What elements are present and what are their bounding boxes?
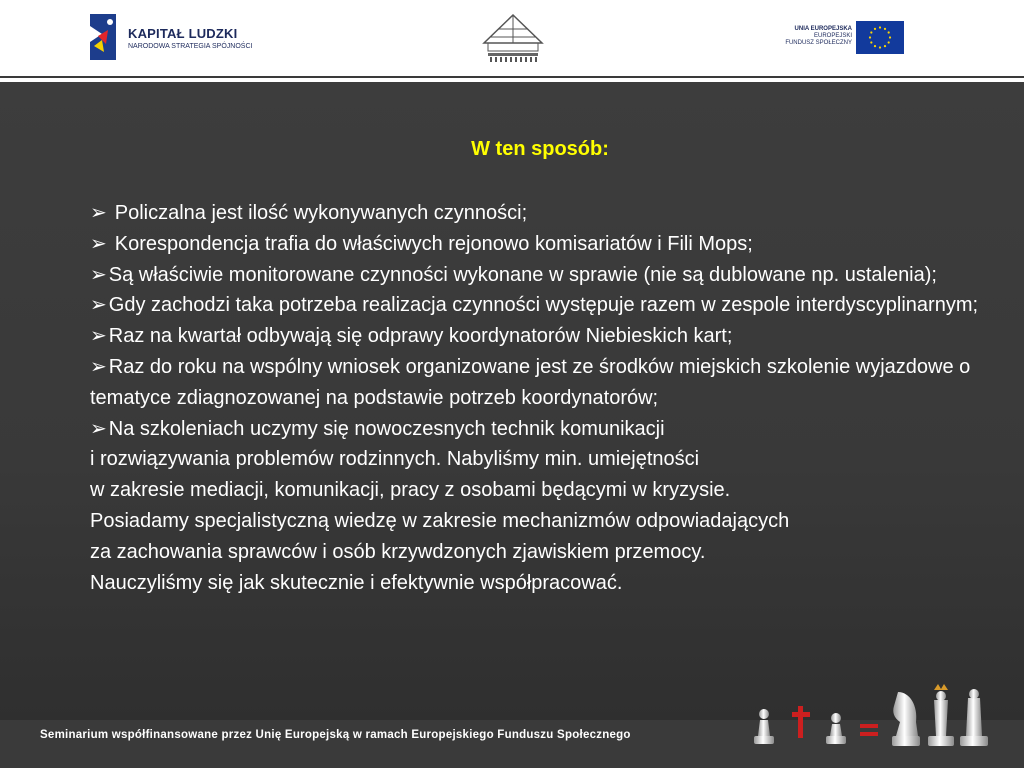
bullet-text: Gdy zachodzi taka potrzeba realizacja czynności występuje razem w zespole interdyscyplinarnym; bbox=[108, 294, 979, 317]
bullet-item bbox=[90, 229, 990, 260]
paragraph-line: Nauczyliśmy się jak skutecznie i efektywnie współpracować. bbox=[90, 571, 623, 594]
bullet-text: Raz na kwartał odbywają się odprawy koordynatorów Niebieskich kart; bbox=[108, 325, 733, 348]
bullet-item bbox=[90, 414, 990, 445]
arrow-bullet-icon: ➢ bbox=[90, 202, 107, 224]
bullet-text: Są właściwie monitorowane czynności wykonane w sprawie (nie są dublowane np. ustalenia); bbox=[108, 263, 937, 286]
bullet-item bbox=[90, 290, 990, 321]
arrow-bullet-icon: ➢ bbox=[90, 417, 107, 440]
kapital-ludzki-logo bbox=[88, 12, 258, 64]
bullet-text: Policzalna jest ilość wykonywanych czynności; bbox=[114, 202, 528, 224]
bullet-item bbox=[90, 321, 990, 352]
bullet-item bbox=[90, 352, 990, 414]
eu-star-icon bbox=[874, 45, 876, 47]
queen-icon bbox=[960, 689, 988, 746]
slide-content bbox=[90, 198, 990, 598]
bullet-text: Korespondencja trafia do właściwych rejonowo komisariatów i Fili Mops; bbox=[114, 232, 753, 255]
kapital-ludzki-subtitle: NARODOWA STRATEGIA SPÓJNOŚCI bbox=[128, 43, 253, 50]
bullet-item bbox=[90, 198, 990, 229]
arrow-bullet-icon: ➢ bbox=[90, 325, 107, 348]
eu-star-icon bbox=[870, 31, 872, 33]
eu-line-2: EUROPEJSKI bbox=[813, 33, 852, 39]
eu-line-1: UNIA EUROPEJSKA bbox=[794, 26, 852, 32]
eu-star-icon bbox=[888, 41, 890, 43]
eu-star-icon bbox=[874, 28, 876, 30]
arrow-bullet-icon: ➢ bbox=[90, 263, 107, 286]
eu-line-3: FUNDUSZ SPOŁECZNY bbox=[785, 40, 852, 46]
equals-icon bbox=[860, 724, 878, 736]
eu-star-icon bbox=[889, 36, 891, 38]
arrow-bullet-icon: ➢ bbox=[90, 232, 107, 255]
king-icon bbox=[928, 684, 954, 746]
paragraph-line: i rozwiązywania problemów rodzinnych. Nabyliśmy min. umiejętności bbox=[90, 448, 700, 471]
bullet-item bbox=[90, 260, 990, 291]
plus-icon bbox=[792, 706, 810, 738]
eu-star-icon bbox=[870, 41, 872, 43]
eu-star-icon bbox=[888, 31, 890, 33]
knight-icon bbox=[892, 692, 920, 746]
pawn-icon bbox=[754, 709, 774, 744]
footer-text: Seminarium współfinansowane przez Unię Europejską w ramach Europejskiego Funduszu Społecznego bbox=[40, 729, 631, 741]
bullet-text: Raz do roku na wspólny wniosek organizowane jest ze środków miejskich szkolenie wyjazdowe o tematyce zdiagnozowanej na podstawie potrzeb koordynatorów; bbox=[90, 355, 971, 409]
paragraph-line: Posiadamy specjalistyczną wiedzę w zakresie mechanizmów odpowiadających bbox=[90, 509, 790, 532]
arrow-bullet-icon: ➢ bbox=[90, 355, 107, 378]
slide-title: W ten sposób: bbox=[471, 138, 609, 160]
eu-star-icon bbox=[869, 36, 871, 38]
eu-logo bbox=[778, 20, 904, 56]
paragraph-line: za zachowania sprawców i osób krzywdzonych zjawiskiem przemocy. bbox=[90, 540, 706, 563]
arrow-bullet-icon: ➢ bbox=[90, 294, 107, 317]
chess-equation-icon bbox=[748, 684, 998, 748]
eu-star-icon bbox=[879, 46, 881, 48]
house-emblem-icon bbox=[482, 13, 544, 63]
kapital-ludzki-title: KAPITAŁ LUDZKI bbox=[128, 26, 238, 41]
header-bar bbox=[0, 0, 1024, 76]
bullet-text: Na szkoleniach uczymy się nowoczesnych technik komunikacji bbox=[108, 417, 665, 440]
eu-logo-text bbox=[785, 26, 852, 47]
eu-star-icon bbox=[884, 45, 886, 47]
paragraph-line: w zakresie mediacji, komunikacji, pracy z osobami będącymi w kryzysie. bbox=[90, 479, 731, 502]
kapital-ludzki-logo-icon bbox=[88, 12, 118, 62]
pawn-icon bbox=[826, 713, 846, 744]
eu-star-icon bbox=[879, 26, 881, 28]
eu-flag-icon bbox=[856, 21, 904, 54]
eu-star-icon bbox=[884, 28, 886, 30]
